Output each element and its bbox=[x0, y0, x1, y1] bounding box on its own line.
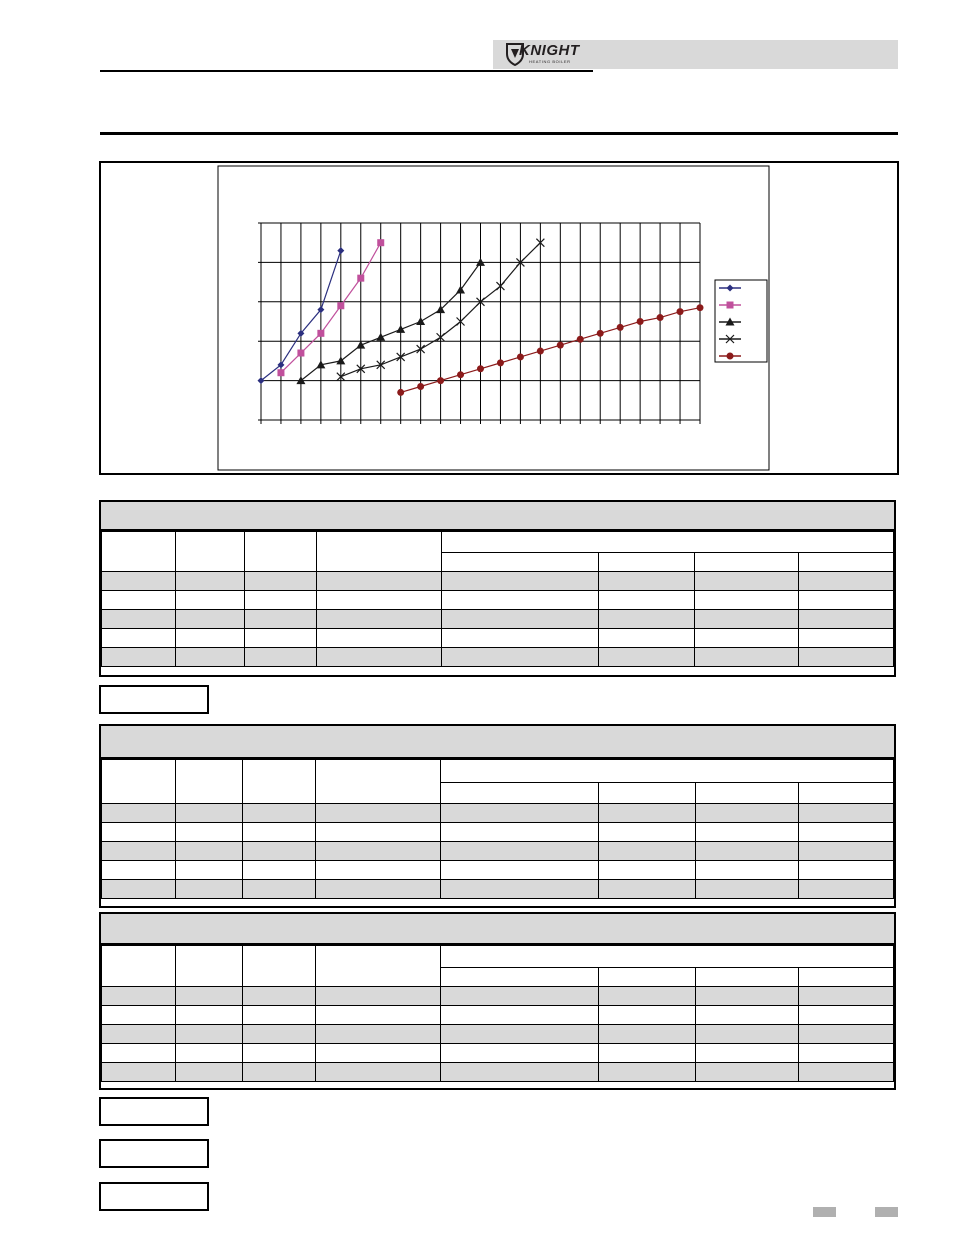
data-point bbox=[397, 389, 404, 396]
table-1-grid bbox=[101, 531, 894, 667]
header-cell bbox=[695, 552, 799, 572]
knight-logo bbox=[505, 41, 587, 67]
header-cell bbox=[176, 760, 243, 804]
table-row bbox=[102, 572, 894, 591]
chart bbox=[101, 163, 897, 473]
table-row bbox=[102, 1063, 894, 1082]
data-point bbox=[417, 383, 424, 390]
data-point bbox=[457, 371, 464, 378]
table-3-grid bbox=[101, 945, 894, 1082]
table-row bbox=[102, 1025, 894, 1044]
table-row bbox=[102, 1044, 894, 1063]
header-cell bbox=[599, 782, 696, 804]
table-row bbox=[102, 1006, 894, 1025]
header-cell bbox=[316, 760, 441, 804]
header-rule bbox=[100, 70, 593, 72]
logo-tagline: HEATING BOILER bbox=[529, 59, 571, 64]
table-row bbox=[102, 591, 894, 610]
header-cell bbox=[799, 782, 894, 804]
header-cell bbox=[176, 532, 245, 572]
header-cell bbox=[441, 946, 894, 968]
header-cell bbox=[176, 946, 243, 987]
data-point bbox=[537, 348, 544, 355]
footer-tab-left bbox=[813, 1207, 836, 1217]
table-3-title bbox=[101, 914, 894, 945]
note-label-1 bbox=[99, 685, 209, 714]
header-cell bbox=[696, 782, 799, 804]
data-point bbox=[377, 239, 384, 246]
header-cell bbox=[799, 552, 894, 572]
table-row bbox=[102, 987, 894, 1006]
data-point bbox=[597, 330, 604, 337]
data-point bbox=[617, 324, 624, 331]
header-cell bbox=[441, 782, 599, 804]
header-cell bbox=[441, 967, 599, 986]
header-cell bbox=[317, 532, 442, 572]
header-cell bbox=[245, 532, 317, 572]
header-cell bbox=[599, 552, 695, 572]
table-row bbox=[102, 823, 894, 842]
table-1 bbox=[99, 500, 896, 677]
data-point bbox=[297, 350, 304, 357]
header-cell bbox=[102, 946, 176, 987]
header-cell bbox=[799, 967, 894, 986]
header-cell bbox=[243, 760, 316, 804]
data-point bbox=[277, 369, 284, 376]
data-point bbox=[517, 353, 524, 360]
footer-tab-right bbox=[875, 1207, 898, 1217]
table-2 bbox=[99, 724, 896, 908]
note-label-3 bbox=[99, 1139, 209, 1168]
data-point bbox=[337, 302, 344, 309]
header-cell bbox=[696, 967, 799, 986]
table-1-title bbox=[101, 502, 894, 531]
data-point bbox=[657, 314, 664, 321]
header-cell bbox=[316, 946, 441, 987]
data-point bbox=[357, 275, 364, 282]
table-2-title bbox=[101, 726, 894, 759]
logo-wordmark: KNIGHT bbox=[519, 42, 580, 59]
table-3 bbox=[99, 912, 896, 1090]
table-row bbox=[102, 880, 894, 899]
table-row bbox=[102, 610, 894, 629]
header-cell bbox=[442, 532, 894, 553]
note-label-4 bbox=[99, 1182, 209, 1211]
table-row bbox=[102, 629, 894, 648]
data-point bbox=[317, 330, 324, 337]
data-point bbox=[477, 365, 484, 372]
table-row bbox=[102, 842, 894, 861]
table-2-grid bbox=[101, 759, 894, 899]
table-row bbox=[102, 861, 894, 880]
legend-marker bbox=[727, 302, 734, 309]
section-rule bbox=[100, 132, 898, 135]
header-cell bbox=[102, 532, 176, 572]
table-row bbox=[102, 648, 894, 667]
chart-legend bbox=[715, 280, 767, 362]
header-cell bbox=[599, 967, 696, 986]
data-point bbox=[497, 359, 504, 366]
data-point bbox=[697, 304, 704, 311]
note-label-2 bbox=[99, 1097, 209, 1126]
data-point bbox=[577, 336, 584, 343]
data-point bbox=[437, 377, 444, 384]
header-cell bbox=[243, 946, 316, 987]
data-point bbox=[637, 318, 644, 325]
chart-frame bbox=[99, 161, 899, 475]
data-point bbox=[557, 342, 564, 349]
table-row bbox=[102, 804, 894, 823]
header-cell bbox=[441, 760, 894, 783]
data-point bbox=[677, 308, 684, 315]
legend-box bbox=[715, 280, 767, 362]
legend-marker bbox=[727, 353, 734, 360]
header-cell bbox=[102, 760, 176, 804]
header-cell bbox=[442, 552, 599, 572]
